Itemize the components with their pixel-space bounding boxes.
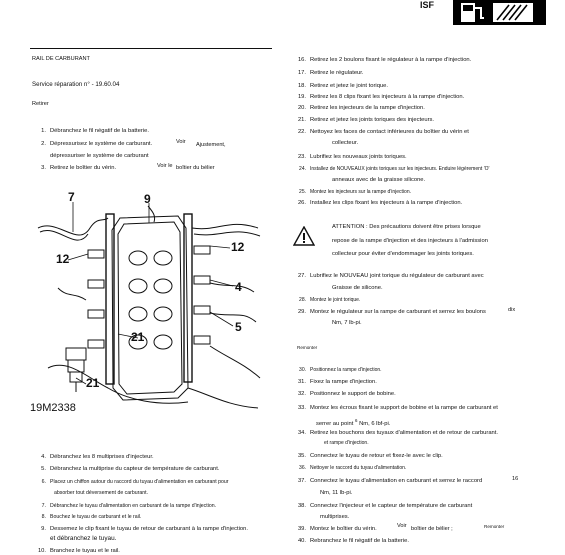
step-25: 25. Montez les injecteurs sur la rampe d'injection. xyxy=(299,189,412,195)
callout-7: 7 xyxy=(68,190,75,204)
step-3-voir-ref: boîtier du bélier xyxy=(176,165,215,171)
step-27-cont: Graisse de silicone. xyxy=(332,285,383,291)
service-number: Service réparation n° - 19.60.04 xyxy=(32,81,120,88)
warning-line-1: ATTENTION : Des précautions doivent être prises lorsque xyxy=(332,224,481,230)
step-32: 32. Positionnez le support de bobine. xyxy=(297,391,396,397)
fuel-rail-diagram xyxy=(28,188,268,420)
step-22-cont: collecteur. xyxy=(332,140,359,146)
step-20: 20. Retirez les injecteurs de la rampe d'injection. xyxy=(297,105,425,111)
step-38: 38. Connectez l'injecteur et le capteur de température de carburant xyxy=(297,503,473,509)
step-18: 18. Retirez et jetez le joint torique. xyxy=(297,83,388,89)
step-21: 21. Retirez et jetez les joints toriques des injecteurs. xyxy=(297,117,435,123)
step-2-voir-ref: Ajustement, xyxy=(196,142,226,148)
step-28: 28. Montez le joint torique. xyxy=(299,297,361,303)
step-39-remonter: Remonter xyxy=(484,524,505,529)
step-33-cont: serrer au point $^6$ Nm, 6 lbf-pi. xyxy=(316,418,391,427)
step-34-cont: et rampe d'injection. xyxy=(324,440,369,446)
step-30: 30. Positionnez la rampe d'injection. xyxy=(299,367,382,373)
step-22: 22. Nettoyez les faces de contact inférieures du boîtier du vérin et xyxy=(297,129,469,135)
step-31: 31. Fixez la rampe d'injection. xyxy=(297,379,377,385)
step-3-voir: Voir le xyxy=(157,163,173,169)
section-rule xyxy=(30,48,272,49)
step-4: 4. Débranchez les 8 multiprises d'injecteur. xyxy=(41,454,154,460)
fuel-rail-figure xyxy=(28,188,268,420)
step-33: 33. Montez les écrous fixant le support de bobine et la rampe de carburant et xyxy=(297,405,498,411)
warning-line-3: collecteur pour éviter d'endommager les joints toriques. xyxy=(332,251,474,257)
step-2-voir: Voir xyxy=(176,139,186,145)
callout-5: 5 xyxy=(235,320,242,334)
step-39-voir: Voir xyxy=(397,523,407,529)
step-16: 16. Retirez les 2 boulons fixant le régulateur à la rampe d'injection. xyxy=(297,57,472,63)
header-code: ISF xyxy=(420,0,435,10)
step-8: 8. Bouchez le tuyau de carburant et le rail. xyxy=(41,514,142,520)
step-27: 27. Lubrifiez le NOUVEAU joint torique du régulateur de carburant avec xyxy=(297,273,484,279)
step-17: 17. Retirez le régulateur. xyxy=(297,70,364,76)
step-9-cont: et débranchez le tuyau. xyxy=(50,535,117,542)
callout-12-left: 12 xyxy=(56,252,70,266)
step-2: 2. Dépressurisez le système de carburant. xyxy=(41,141,153,147)
step-35: 35. Connectez le tuyau de retour et fixez-le avec le clip. xyxy=(297,453,443,459)
fuel-pump-icon xyxy=(453,0,546,25)
section-title: RAIL DE CARBURANT xyxy=(32,56,90,62)
step-10: 10. Branchez le tuyau et le rail. xyxy=(37,548,120,554)
callout-21-bottom: 21 xyxy=(86,376,100,390)
callout-9: 9 xyxy=(144,192,151,206)
step-2-cont: dépressuriser le système de carburant xyxy=(50,153,149,159)
step-37-cont: Nm, 11 lb-pi. xyxy=(320,490,353,496)
step-23: 23. Lubrifiez les nouveaux joints toriques. xyxy=(297,154,407,160)
step-36: 36. Nettoyer le raccord du tuyau d'alimentation. xyxy=(299,465,407,471)
step-9: 9. Dessemez le clip fixant le tuyau de retour de carburant à la rampe d'injection. xyxy=(41,526,248,532)
step-6: 6. Placez un chiffon autour du raccord du tuyau d'alimentation en carburant pour xyxy=(41,479,229,485)
header-tab xyxy=(453,0,546,25)
step-5: 5. Débranchez la multiprise du capteur de température de carburant. xyxy=(41,466,220,472)
step-37: 37. Connectez le tuyau d'alimentation en carburant et serrez le raccord xyxy=(297,478,483,484)
step-24: 24. Installez de NOUVEAUX joints toriques sur les injecteurs. Enduire légèrement 'O' xyxy=(299,166,490,172)
action-label: Retirer xyxy=(32,101,49,107)
step-37-torque: 16 xyxy=(512,476,519,482)
callout-12-right: 12 xyxy=(231,240,245,254)
warning-line-2: repose de la rampe d'injection et des injecteurs à l'admission xyxy=(332,238,488,244)
step-24-cont: anneaux avec de la graisse silicone. xyxy=(332,177,426,183)
step-29-cont: Nm, 7 lb-pi. xyxy=(332,320,362,326)
figure-ref: 19M2338 xyxy=(30,402,76,414)
step-3: 3. Retirez le boîtier du vérin. xyxy=(41,165,117,171)
warning-icon xyxy=(293,226,315,246)
remonter-heading: Remonter xyxy=(297,345,318,350)
step-1: 1. Débranchez le fil négatif de la batterie. xyxy=(41,128,149,134)
callout-4: 4 xyxy=(235,280,242,294)
step-34: 34. Retirez les bouchons des tuyaux d'alimentation et de retour de carburant. xyxy=(297,430,499,436)
step-7: 7. Débranchez le tuyau d'alimentation en carburant de la rampe d'injection. xyxy=(41,503,217,509)
step-29: 29. Montez le régulateur sur la rampe de carburant et serrez les boulons xyxy=(297,309,486,315)
step-19: 19. Retirez les 8 clips fixant les injecteurs à la rampe d'injection. xyxy=(297,94,465,100)
step-6-cont: absorber tout déversement de carburant. xyxy=(54,490,149,496)
step-26: 26. Installez les clips fixant les injecteurs à la rampe d'injection. xyxy=(297,200,463,206)
step-40: 40. Rebranchez le fil négatif de la batterie. xyxy=(297,538,409,544)
step-29-torque: dix xyxy=(508,307,516,313)
step-38-cont: multiprises. xyxy=(320,514,350,520)
step-39: 39. Montez le boîtier du vérin. xyxy=(297,526,377,532)
callout-21-top: 21 xyxy=(131,330,145,344)
step-39-voir-ref: boîtier de bélier ; xyxy=(411,526,453,532)
